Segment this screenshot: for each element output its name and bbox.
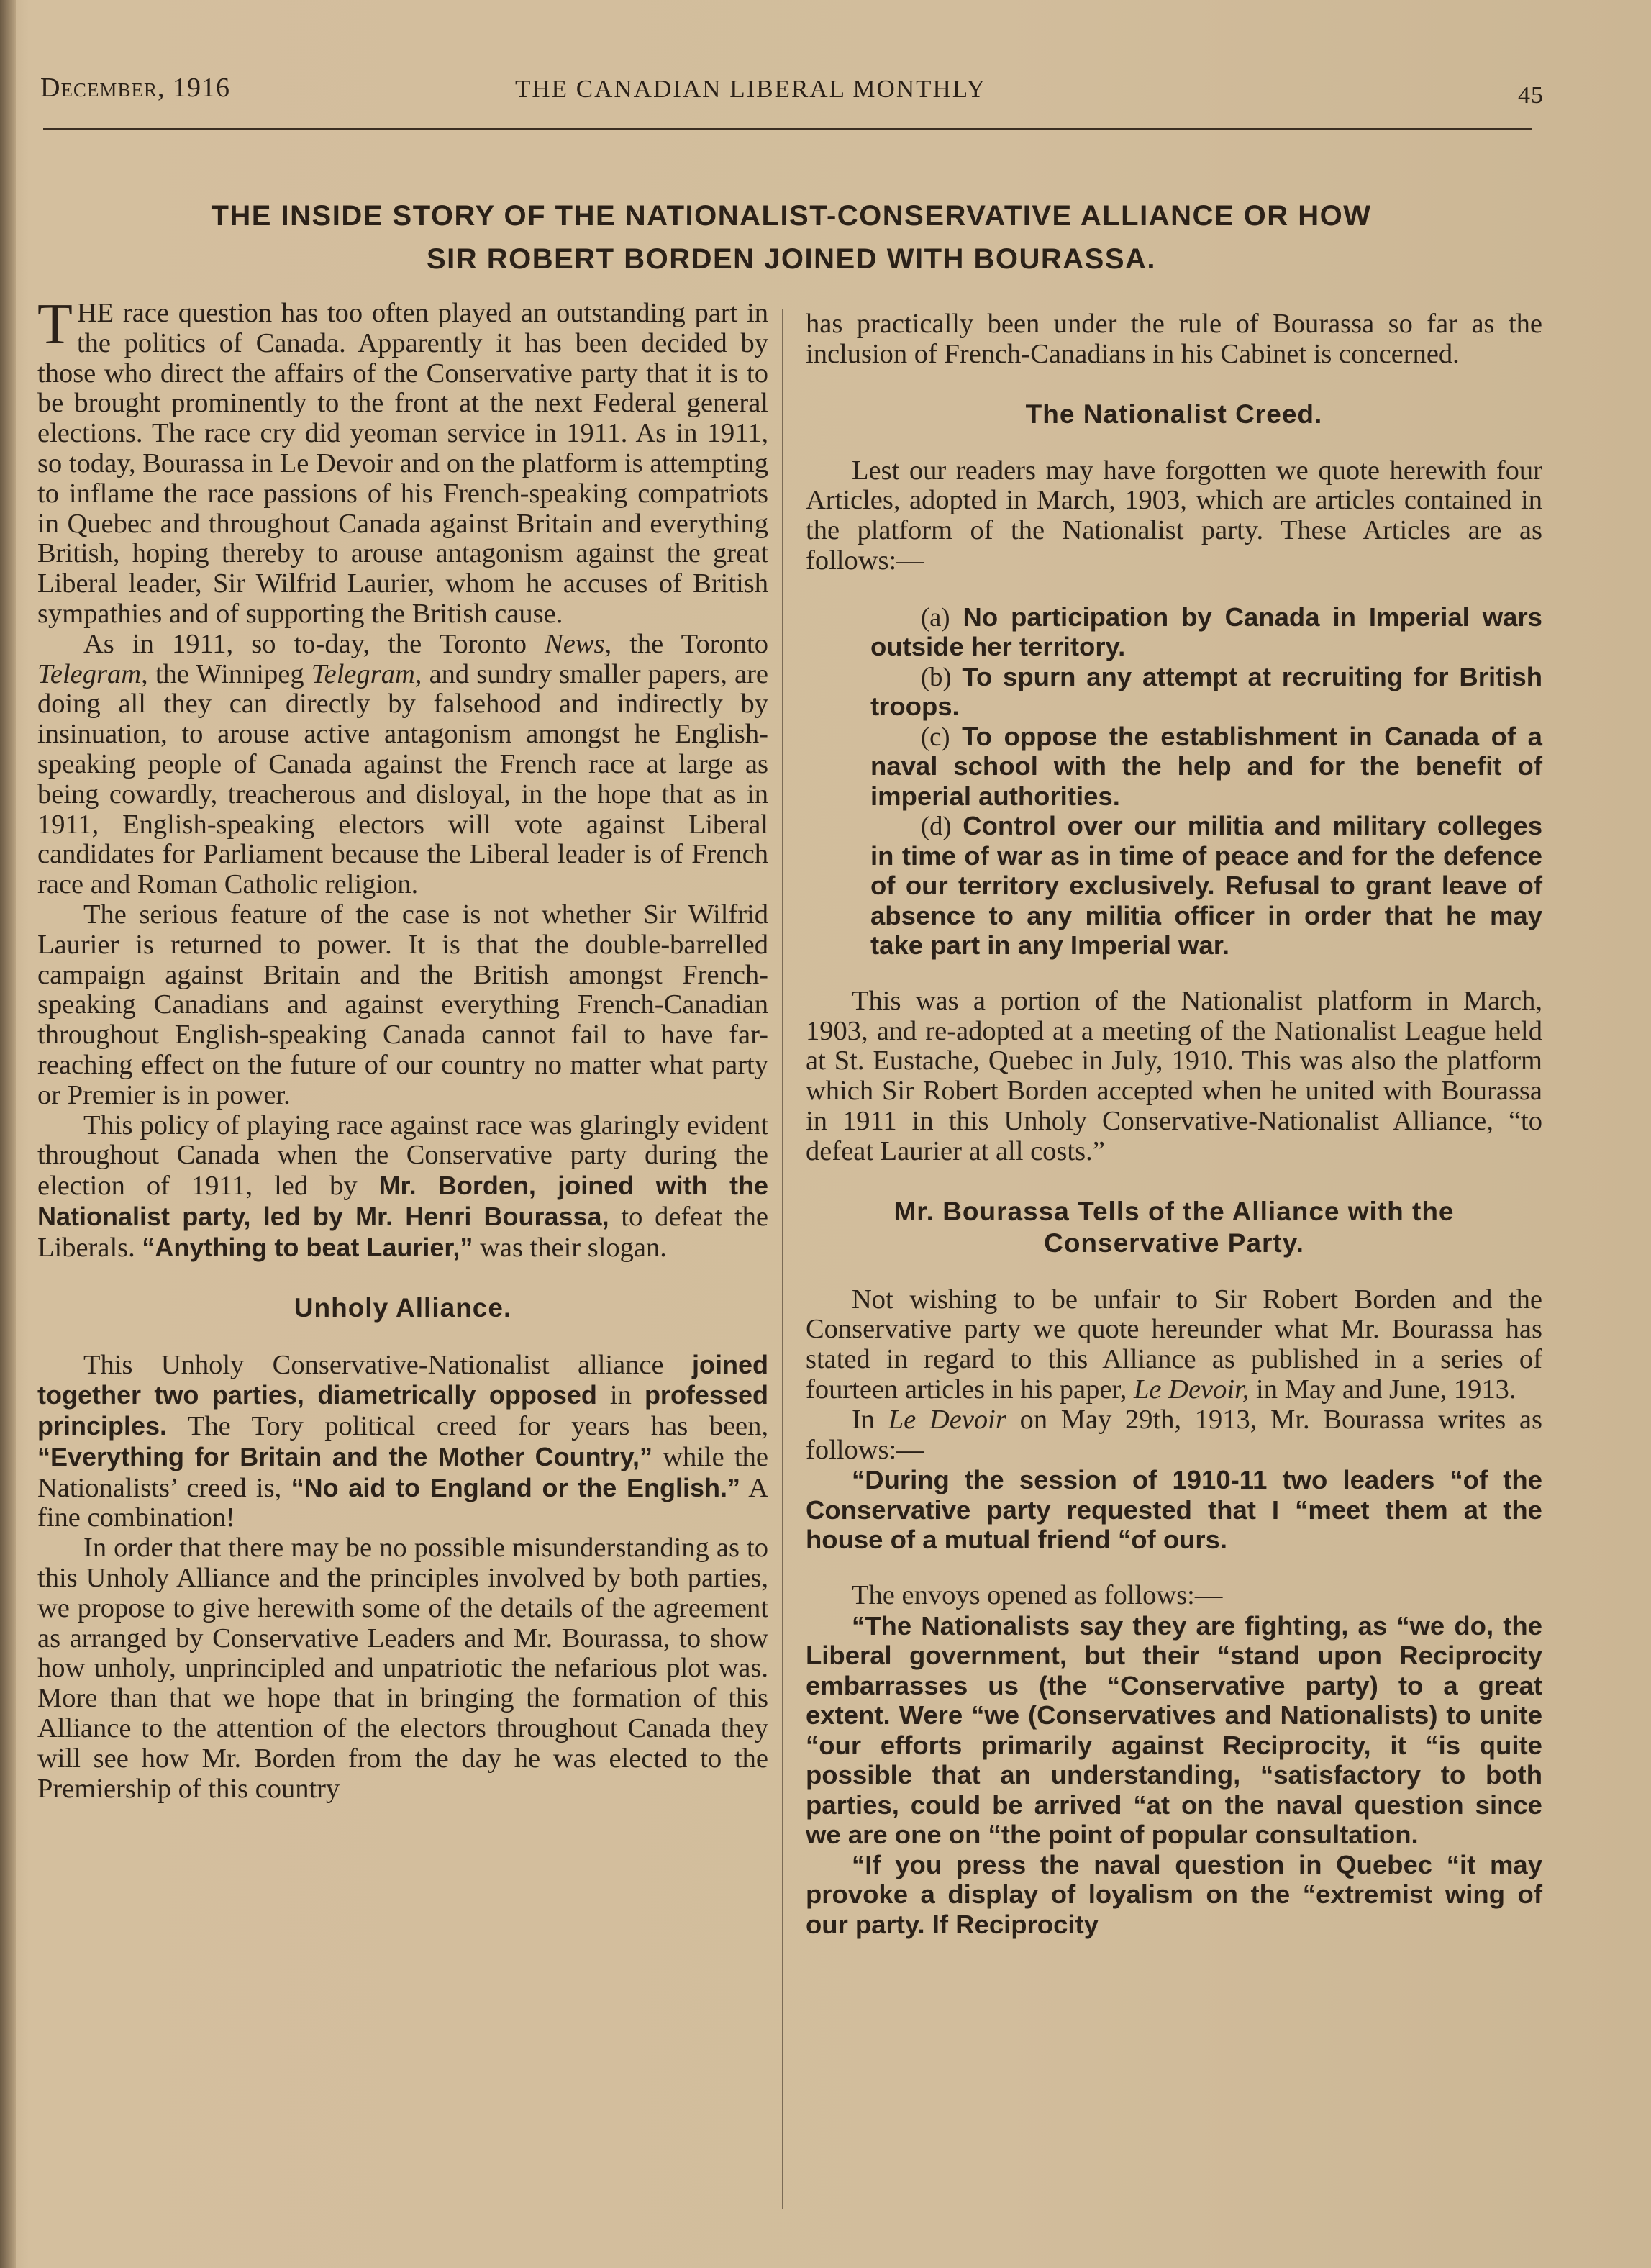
article-item-c: (c) To oppose the establishment in Canada of a naval school with the help and for the benefit of imperial authorities. xyxy=(870,721,1542,811)
column-divider xyxy=(782,309,783,2209)
headline-line-2: SIR ROBERT BORDEN JOINED WITH BOURASSA. xyxy=(426,243,1157,275)
paragraph-race-policy: This policy of playing race against race was glaringly evident throughout Canada when the Conservative party during the election of 1911, led by Mr. Borden, joined with the Nationalist party, led by Mr. Henri Bourassa, to defeat the Liberals. “Anything to beat Laurier,” was their slogan. xyxy=(37,1110,768,1263)
right-column xyxy=(806,309,1542,1939)
quote-session: “During the session of 1910-11 two leaders “of the Conservative party requested that I “meet them at the house of a mutual friend “of ours. xyxy=(806,1465,1542,1555)
page-number: 45 xyxy=(1518,82,1544,109)
headline-line-1: THE INSIDE STORY OF THE NATIONALIST-CONSERVATIVE ALLIANCE OR HOW xyxy=(211,200,1372,232)
paragraph-newspapers: As in 1911, so to-day, the Toronto News, the Toronto Telegram, the Winnipeg Telegram, and sundry smaller papers, are doing all they can directly by falsehood and indirectly by insinuation, to arouse active antagonism amongst he English-speaking people of Canada against the French race at large as being cowardly, treacherous and disloyal, in the hope that as in 1911, English-speaking electors will vote against Liberal candidates for Parliament because the Liberal leader is of French race and Roman Catholic religion. xyxy=(37,628,768,900)
paragraph-continued: has practically been under the rule of Bourassa so far as the inclusion of French-Canadians in his Cabinet is concerned. xyxy=(806,309,1542,369)
article-list xyxy=(806,602,1542,961)
drop-cap: T xyxy=(37,293,73,356)
paragraph-unholy-alliance: This Unholy Conservative-Nationalist alliance joined together two parties, diametrically opposed in professed principles. The Tory political creed for years has been, “Everything for Britain and the Mother Country,” while the Nationalists’ creed is, “No aid to England or the English.” A fine combination! xyxy=(37,1349,769,1533)
paragraph-platform-portion: This was a portion of the Nationalist platform in March, 1903, and re-adopted at a meeting of the Nationalist League held at St. Eustache, Quebec in July, 1910. This was also the platform which Sir Robert Borden accepted when he united with Bourassa in 1911 in this Unholy Conservative-Nationalist Alliance, “to defeat Laurier at all costs.” xyxy=(806,985,1542,1166)
binding-edge xyxy=(0,0,16,2268)
paragraph-not-wishing: Not wishing to be unfair to Sir Robert Borden and the Conservative party we quote hereunder what Mr. Bourassa has stated in regard to this Alliance as published in a series of fourteen articles in his paper, Le Devoir, in May and June, 1913. xyxy=(806,1284,1542,1405)
article-item-a: (a) No participation by Canada in Imperial wars outside her territory. xyxy=(870,602,1542,662)
running-header xyxy=(40,72,1544,115)
header-rule xyxy=(43,128,1532,130)
article-item-d: (d) Control over our militia and military colleges in time of war as in time of peace and for the defence of our territory exclusively. Refusal to grant leave of absence to any militia officer in order that he may take part in any Imperial war. xyxy=(870,811,1542,961)
paragraph-envoys: The envoys opened as follows:— xyxy=(852,1579,1223,1610)
paragraph-misunderstanding: In order that there may be no possible misunderstanding as to this Unholy Alliance and the principles involved by both parties, we propose to give herewith some of the details of the agreement as arranged by Conservative Leaders and Mr. Bourassa, to show how unholy, unprincipled and unpatriotic the nefarious plot was. More than that we hope that in bringing the formation of this Alliance to the attention of the electors throughout Canada they will see how Mr. Borden from the day he was elected to the Premiership of this country xyxy=(37,1533,768,1804)
header-journal-title: THE CANADIAN LIBERAL MONTHLY xyxy=(515,75,986,103)
quote-nationalists: “The Nationalists say they are fighting, as “we do, the Liberal government, but their “stand upon Reciprocity embarrasses us (the “Conservative party) to a great extent. Were “we (Conservatives and Nationalists) to unite “our efforts primarily against Reciprocity, it “is quite possible that an understanding, “satisfactory to both parties, could be arrived “at on the naval question since we are one on “the point of popular consultation. xyxy=(806,1610,1542,1850)
subheading-unholy-alliance: Unholy Alliance. xyxy=(294,1292,512,1323)
article-item-b: (b) To spurn any attempt at recruiting for British troops. xyxy=(870,661,1542,722)
subheading-bourassa-tells: Mr. Bourassa Tells of the Alliance with the Conservative Party. xyxy=(893,1196,1455,1258)
header-date: December, 1916 xyxy=(40,73,230,103)
left-column xyxy=(37,293,769,1804)
paragraph-serious-feature: The serious feature of the case is not whether Sir Wilfrid Laurier is returned to power. It is that the double-barrelled campaign against Britain and the British amongst French-speaking Canadians and against everything French-Canadian throughout English-speaking Canada cannot fail to have far-reaching effect on the future of our country no matter what party or Premier is in power. xyxy=(37,899,768,1110)
article-headline xyxy=(72,194,1511,281)
paragraph-intro: THE race question has too often played an outstanding part in the politics of Canada. Apparently it has been decided by those who direct the affairs of the Conservative party that it is to be brought prominently to the front at the next Federal general elections. The race cry did yeoman service in 1911. As in 1911, so today, Bourassa in Le Devoir and on the platform is attempting to inflame the race passions of his French-speaking compatriots in Quebec and throughout Canada against Britain and everything British, hoping thereby to arouse antagonism against the great Liberal leader, Sir Wilfrid Laurier, whom he accuses of British sympathies and of supporting the British cause. xyxy=(37,293,768,629)
paragraph-le-devoir: In Le Devoir on May 29th, 1913, Mr. Bourassa writes as follows:— xyxy=(806,1404,1542,1465)
quote-naval-question: “If you press the naval question in Quebec “it may provoke a display of loyalism on the “extremist wing of our party. If Reciprocity xyxy=(806,1849,1542,1939)
paragraph-articles-intro: Lest our readers may have forgotten we quote herewith four Articles, adopted in March, 1903, which are articles contained in the platform of the Nationalist party. These Articles are as follows:— xyxy=(806,455,1542,576)
subheading-nationalist-creed: The Nationalist Creed. xyxy=(1025,399,1323,429)
